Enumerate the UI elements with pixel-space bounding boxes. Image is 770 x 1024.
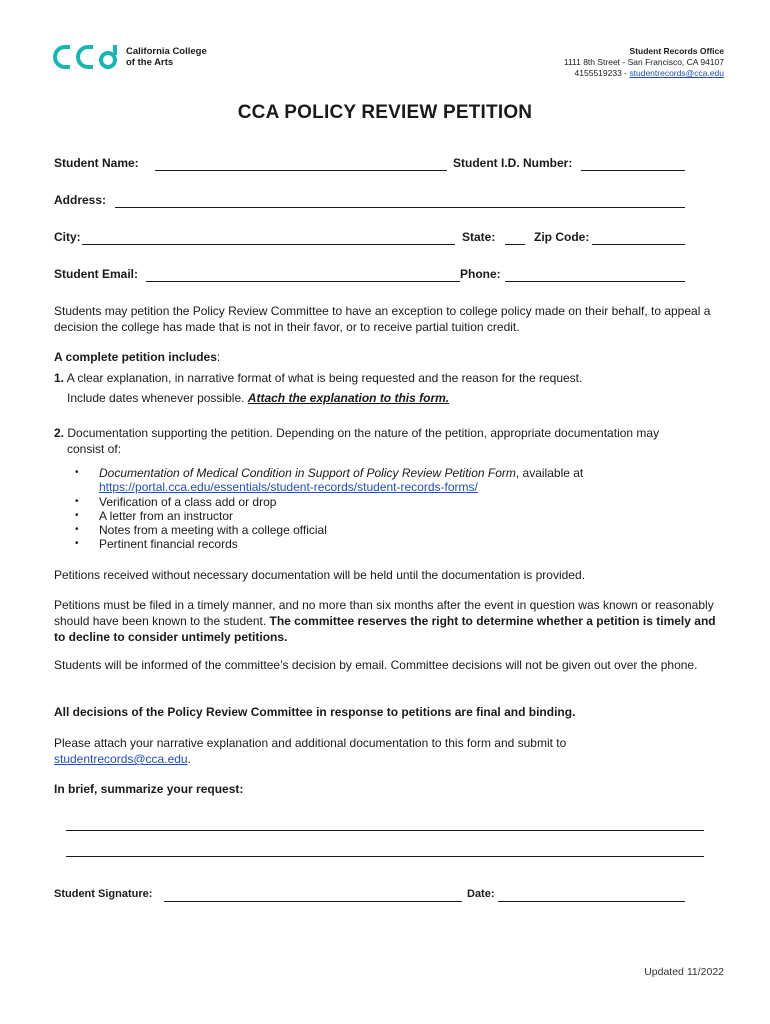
page-title: CCA POLICY REVIEW PETITION	[237, 102, 533, 123]
email-paragraph: Students will be informed of the committee’s decision by email. Committee decisions will not be given out over the phone.	[54, 658, 698, 672]
signature-label: Student Signature:	[54, 888, 153, 900]
includes-heading: A complete petition includes:	[54, 350, 221, 364]
bullet-icon: •	[75, 524, 79, 536]
signature-field[interactable]	[164, 901, 462, 902]
attach-emphasis: Attach the explanation to this form.	[247, 391, 450, 405]
address-field[interactable]	[115, 207, 685, 208]
bullet-icon: •	[75, 509, 79, 521]
item-2: 2. Documentation supporting the petition. Depending on the nature of the petition, appropriate documentation may consist of:	[54, 426, 660, 456]
state-field[interactable]	[505, 244, 525, 245]
student-name-label: Student Name:	[54, 156, 139, 170]
cca-logo-mark	[53, 45, 117, 69]
state-label: State:	[462, 230, 496, 244]
zip-label: Zip Code:	[534, 230, 590, 244]
student-records-forms-link[interactable]: https://portal.cca.edu/essentials/student-records/student-records-forms/	[99, 480, 478, 495]
summary-line-1[interactable]	[66, 830, 704, 831]
student-id-field[interactable]	[581, 170, 685, 171]
office-contact: 4155519233 - studentrecords@cca.edu	[574, 68, 724, 78]
student-records-email-link[interactable]: studentrecords@cca.edu	[54, 752, 188, 766]
address-label: Address:	[54, 193, 107, 207]
summary-label: In brief, summarize your request:	[54, 782, 244, 796]
summary-line-2[interactable]	[66, 856, 704, 857]
phone-field[interactable]	[505, 281, 685, 282]
city-field[interactable]	[82, 244, 455, 245]
list-item: • A letter from an instructor	[75, 508, 234, 523]
final-paragraph: All decisions of the Policy Review Committee in response to petitions are final and binding.	[54, 705, 576, 719]
updated-note: Updated 11/2022	[644, 966, 724, 978]
list-item: • Verification of a class add or drop	[75, 494, 277, 509]
held-paragraph: Petitions received without necessary documentation will be held until the documentation is provided.	[54, 568, 585, 582]
phone-label: Phone:	[460, 267, 501, 281]
bullet-icon: •	[75, 495, 79, 507]
office-title: Student Records Office	[629, 46, 724, 56]
student-id-label: Student I.D. Number:	[453, 156, 573, 170]
office-email-link[interactable]: studentrecords@cca.edu	[629, 68, 724, 78]
documentation-list	[75, 466, 583, 552]
bullet-icon: •	[75, 467, 79, 478]
bullet-icon: •	[75, 538, 79, 550]
attach-paragraph: Please attach your narrative explanation and additional documentation to this form and submit to studentrecords@cca.edu.	[54, 736, 567, 766]
list-item: • Pertinent financial records	[75, 537, 238, 552]
list-item: • Documentation of Medical Condition in Support of Policy Review Petition Form, available at	[75, 466, 584, 480]
list-item	[75, 480, 583, 494]
office-address: 1111 8th Street - San Francisco, CA 94107	[563, 57, 724, 67]
date-field[interactable]	[498, 901, 685, 902]
zip-field[interactable]	[592, 244, 685, 245]
intro-paragraph: Students may petition the Policy Review Committee to have an exception to college policy made on their behalf, to appeal a decision the college has made that is not in their favor, or to receive partial tuition credit.	[54, 304, 711, 334]
item-1: 1. A clear explanation, in narrative format of what is being requested and the reason for the request. Include dates whenever possible. Attach the explanation to this form.	[54, 371, 583, 405]
list-item: • Notes from a meeting with a college official	[75, 523, 327, 538]
student-name-field[interactable]	[155, 170, 447, 171]
logo-name: California College of the Arts	[126, 46, 207, 68]
timely-paragraph: Petitions must be filed in a timely manner, and no more than six months after the event in question was known or reasonably should have been known to the student. The committee reserves the right to determine whether a petition is timely and to decline to consider untimely petitions.	[54, 598, 716, 644]
city-label: City:	[54, 230, 81, 244]
email-label: Student Email:	[54, 267, 139, 281]
date-label: Date:	[467, 888, 495, 900]
email-field[interactable]	[146, 281, 460, 282]
cca-logo	[53, 45, 207, 69]
office-info	[564, 46, 724, 79]
